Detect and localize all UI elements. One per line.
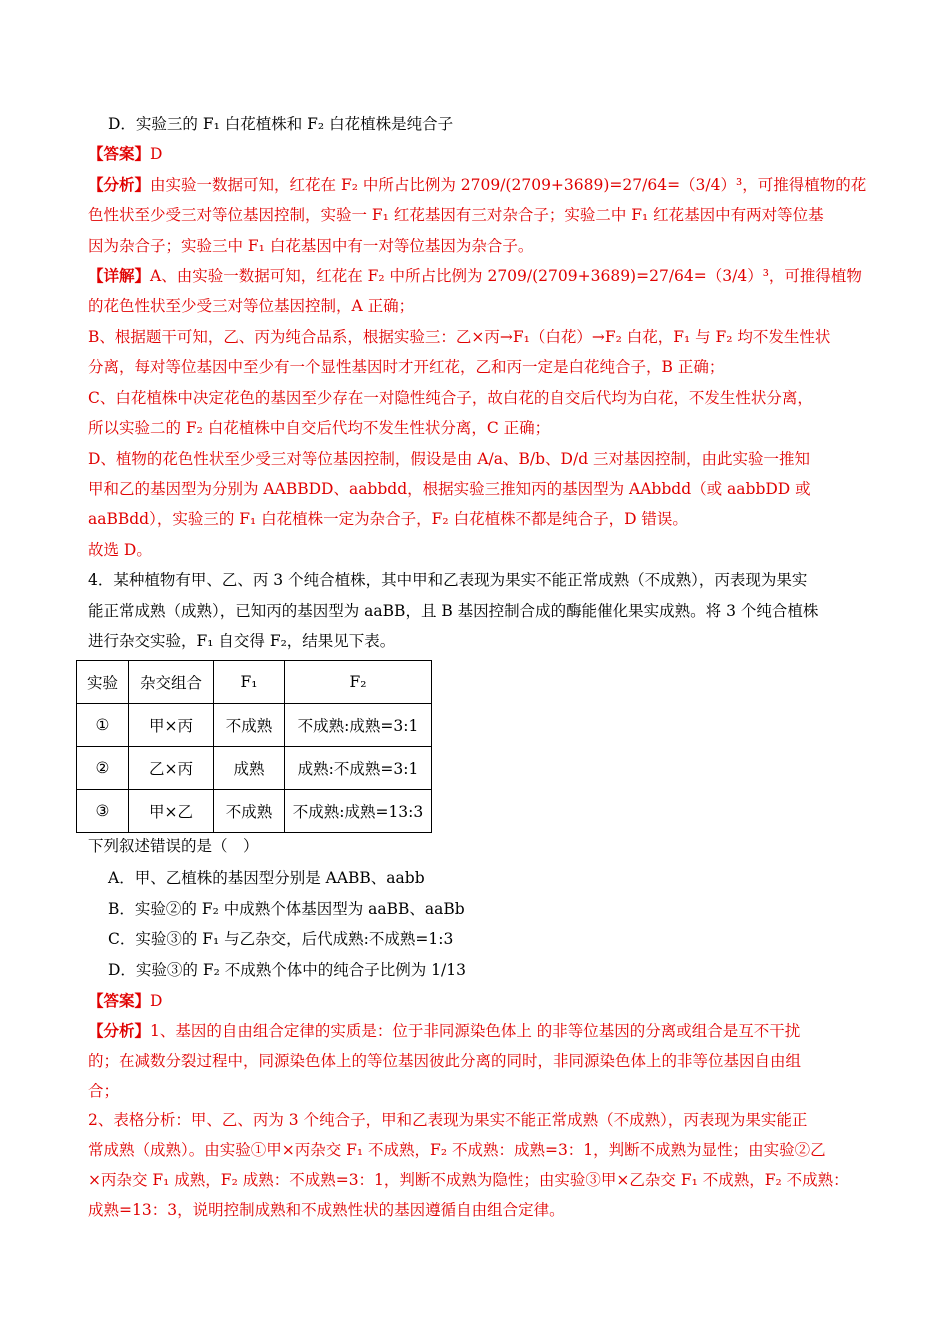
q4-option-a: A．甲、乙植株的基因型分别是 AABB、aabb <box>108 869 425 887</box>
q3-analysis-line: 因为杂合子；实验三中 F₁ 白花基因中有一对等位基因为杂合子。 <box>88 237 534 255</box>
detail-text: A、由实验一数据可知，红花在 F₂ 中所占比例为 2709/(2709+3689)=27/64=（3/4）³，可推得植物 <box>150 267 862 285</box>
answer-value: D <box>150 145 163 163</box>
q3-detail-line: B、根据题干可知，乙、丙为纯合品系，根据实验三：乙×丙→F₁（白花）→F₂ 白花，F₁ 与 F₂ 均不发生性状 <box>88 328 831 346</box>
q3-detail-line: 的花色性状至少受三对等位基因控制，A 正确； <box>88 297 415 315</box>
q4-analysis-line: ×丙杂交 F₁ 成熟，F₂ 成熟：不成熟=3：1，判断不成熟为隐性；由实验③甲×乙杂交 F₁ 不成熟，F₂ 不成熟： <box>88 1171 849 1189</box>
table-header-cell: 杂交组合 <box>129 661 214 704</box>
q4-option-c: C．实验③的 F₁ 与乙杂交，后代成熟:不成熟=1:3 <box>108 930 454 948</box>
analysis-text: 1、基因的自由组合定律的实质是：位于非同源染色体上 的非等位基因的分离或组合是互不干扰 <box>150 1022 801 1040</box>
q3-detail-line: 所以实验二的 F₂ 白花植株中自交后代均不发生性状分离，C 正确； <box>88 419 551 437</box>
table-cell: 不成熟:成熟=3:1 <box>285 704 432 747</box>
q4-option-b: B．实验②的 F₂ 中成熟个体基因型为 aaBB、aaBb <box>108 900 465 918</box>
table-cell: ③ <box>77 790 129 833</box>
table-cell: 不成熟 <box>214 790 285 833</box>
q3-detail-line <box>88 265 862 287</box>
q3-analysis-line: 色性状至少受三对等位基因控制，实验一 F₁ 红花基因有三对杂合子；实验二中 F₁ 红花基因中有两对等位基 <box>88 206 824 224</box>
table-header-cell: F₁ <box>214 661 285 704</box>
q4-analysis-line: 的；在减数分裂过程中，同源染色体上的等位基因彼此分离的同时，非同源染色体上的非等位基因自由组 <box>88 1052 802 1070</box>
table-header-cell: 实验 <box>77 661 129 704</box>
q4-analysis-line: 合； <box>88 1082 120 1100</box>
q4-analysis-line: 2、表格分析：甲、乙、丙为 3 个纯合子，甲和乙表现为果实不能正常成熟（不成熟），丙表现为果实能正 <box>88 1111 808 1129</box>
table-header-row <box>77 661 432 704</box>
table-row <box>77 790 432 833</box>
q4-stem-line: 4．某种植物有甲、乙、丙 3 个纯合植株，其中甲和乙表现为果实不能正常成熟（不成熟），丙表现为果实 <box>88 571 808 589</box>
analysis-text: 由实验一数据可知，红花在 F₂ 中所占比例为 2709/(2709+3689)=27/64=（3/4）³，可推得植物的花 <box>150 176 867 194</box>
table-cell: 甲×丙 <box>129 704 214 747</box>
answer-tag: 【答案】 <box>88 144 151 163</box>
q4-answer <box>88 990 162 1012</box>
table-cell: 不成熟 <box>214 704 285 747</box>
table-cell: ② <box>77 747 129 790</box>
table-cell: 甲×乙 <box>129 790 214 833</box>
q3-conclusion: 故选 D。 <box>88 541 152 559</box>
analysis-tag: 【分析】 <box>88 175 151 194</box>
q4-stem-line: 能正常成熟（成熟），已知丙的基因型为 aaBB，且 B 基因控制合成的酶能催化果实成熟。将 3 个纯合植株 <box>88 602 819 620</box>
table-cell: 不成熟:成熟=13:3 <box>285 790 432 833</box>
answer-value: D <box>150 992 163 1010</box>
answer-tag: 【答案】 <box>88 991 151 1010</box>
q3-detail-line: 甲和乙的基因型为分别为 AABBDD、aabbdd，根据实验三推知丙的基因型为 AAbbdd（或 aabbDD 或 <box>88 480 811 498</box>
q3-analysis-line <box>88 174 866 196</box>
table-header-cell: F₂ <box>285 661 432 704</box>
experiment-table <box>76 660 432 833</box>
analysis-tag: 【分析】 <box>88 1021 151 1040</box>
q3-detail-line: 分离，每对等位基因中至少有一个显性基因时才开红花，乙和丙一定是白花纯合子，B 正确； <box>88 358 725 376</box>
q4-analysis-line <box>88 1020 800 1042</box>
table-row <box>77 704 432 747</box>
table-cell: ① <box>77 704 129 747</box>
q4-analysis-line: 常成熟（成熟）。由实验①甲×丙杂交 F₁ 不成熟，F₂ 不成熟：成熟=3：1，判断不成熟为显性；由实验②乙 <box>88 1141 826 1159</box>
q4-stem-line: 进行杂交实验，F₁ 自交得 F₂，结果见下表。 <box>88 632 396 650</box>
detail-tag: 【详解】 <box>88 266 151 285</box>
q4-question: 下列叙述错误的是（ ） <box>88 837 259 855</box>
table-cell: 成熟 <box>214 747 285 790</box>
q4-analysis-line: 成熟=13：3，说明控制成熟和不成熟性状的基因遵循自由组合定律。 <box>88 1201 565 1219</box>
q3-option-d: D．实验三的 F₁ 白花植株和 F₂ 白花植株是纯合子 <box>108 115 454 133</box>
q3-detail-line: D、植物的花色性状至少受三对等位基因控制，假设是由 A/a、B/b、D/d 三对基因控制，由此实验一推知 <box>88 450 811 468</box>
q4-option-d: D．实验③的 F₂ 不成熟个体中的纯合子比例为 1/13 <box>108 961 466 979</box>
table-cell: 成熟:不成熟=3:1 <box>285 747 432 790</box>
table-row <box>77 747 432 790</box>
q3-detail-line: C、白花植株中决定花色的基因至少存在一对隐性纯合子，故白花的自交后代均为白花，不发生性状分离， <box>88 389 813 407</box>
table-cell: 乙×丙 <box>129 747 214 790</box>
q3-answer <box>88 143 162 165</box>
q3-detail-line: aaBBdd），实验三的 F₁ 白花植株一定为杂合子，F₂ 白花植株不都是纯合子，D 错误。 <box>88 510 688 528</box>
